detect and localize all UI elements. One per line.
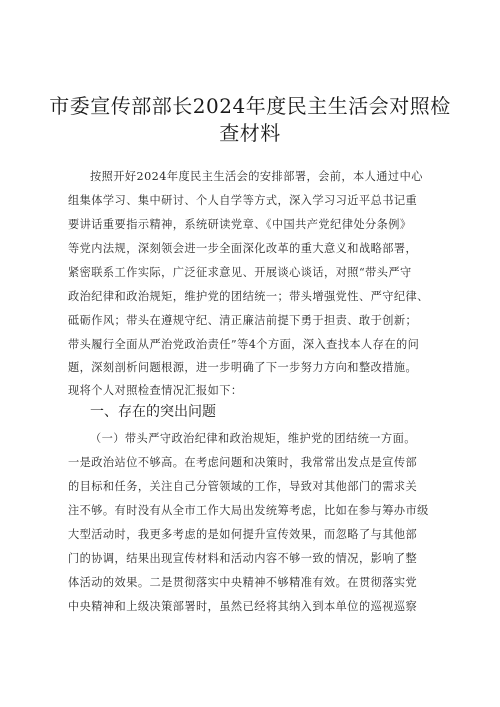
intro-line: 组集体学习、集中研讨、个人自学等方式，深入学习习近平总书记重	[68, 194, 418, 207]
intro-line: 要讲话重要指示精神，系统研读党章、《中国共产党纪律处分条例》	[68, 218, 412, 231]
body-line: 门的协调，结果出现宣传材料和活动内容不够一致的情况，影响了整	[68, 552, 418, 565]
body-line: （一）带头严守政治纪律和政治规矩，维护党的团结统一方面。	[90, 432, 416, 445]
body-line: 注不够。有时没有从全市工作大局出发统筹考虑，比如在参与筹办市级	[68, 504, 429, 517]
document-title-line-2: 查材料	[219, 121, 281, 145]
body-line: 大型活动时，我更多考虑的是如何提升宣传效果，而忽略了与其他部	[68, 528, 418, 541]
body-line: 的目标和任务，关注自己分管领域的工作，导致对其他部门的需求关	[68, 480, 418, 493]
document-title-line-1: 市委宣传部部长2024年度民主生活会对照检	[49, 94, 451, 118]
intro-line: 题，深刻剖析问题根源，进一步明确了下一步努力方向和整改措施。	[68, 361, 418, 374]
intro-line: 紧密联系工作实际，广泛征求意见、开展谈心谈话，对照“带头严守	[68, 266, 412, 279]
body-line: 一是政治站位不够高。在考虑问题和决策时，我常常出发点是宣传部	[68, 456, 418, 469]
intro-line: 按照开好2024年度民主生活会的安排部署，会前，本人通过中心	[90, 170, 423, 183]
section-heading: 一、存在的突出问题	[90, 404, 216, 420]
body-line: 体活动的效果。二是贯彻落实中央精神不够精准有效。在贯彻落实党	[68, 576, 418, 589]
intro-line: 政治纪律和政治规矩，维护党的团结统一；带头增强党性、严守纪律、	[68, 290, 429, 303]
intro-line: 带头履行全面从严治党政治责任”等4个方面，深入查找本人存在的问	[68, 338, 420, 351]
intro-line: 等党内法规，深刻领会进一步全面深化改革的重大意义和战略部署，	[68, 242, 418, 255]
body-line: 中央精神和上级决策部署时，虽然已经将其纳入到本单位的巡视巡察	[68, 600, 418, 613]
intro-line: 砥砺作风；带头在遵规守纪、清正廉洁前提下勇于担责、敢于创新；	[68, 314, 418, 327]
intro-line: 现将个人对照检查情况汇报如下：	[68, 384, 243, 397]
